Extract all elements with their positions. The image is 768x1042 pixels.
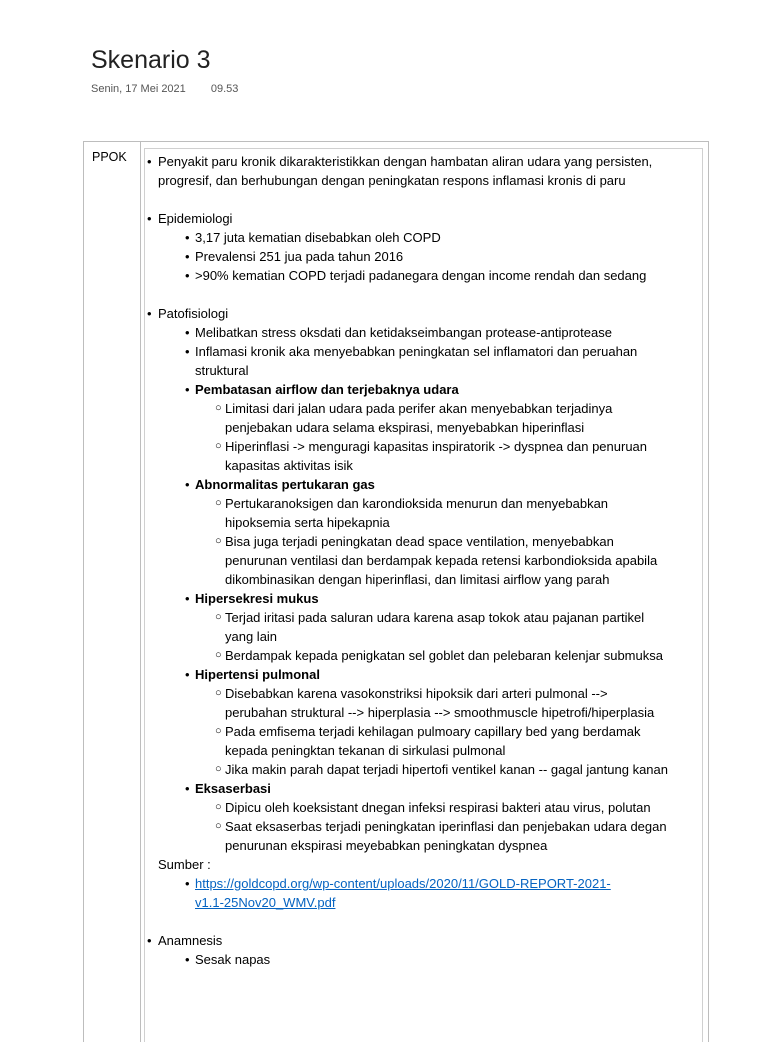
note-text: perubahan struktural --> hiperplasia --> smoothmuscle hipetrofi/hiperplasia [225,705,655,720]
note-line [145,931,702,950]
note-text: Terjad iritasi pada saluran udara karena asap tokok atau pajanan partikel [225,610,645,625]
note-text: hipoksemia serta hipekapnia [225,515,390,530]
note-text: penjebakan udara selama ekspirasi, menyebabkan hiperinflasi [225,420,585,435]
note-line [145,627,702,646]
note-line [145,684,702,703]
hollow-bullet-icon: ○ [215,611,222,623]
hollow-bullet-icon: ○ [215,687,222,699]
note-text: Sesak napas [195,952,271,967]
note-text: Melibatkan stress oksdati dan ketidakseimbangan protease-antiprotease [195,325,612,340]
note-text: Hiperinflasi -> menguragi kapasitas inspiratorik -> dyspnea dan penuruan [225,439,648,454]
subheading-text: Hipertensi pulmonal [195,667,320,682]
note-text: Pertukaranoksigen dan karondioksida menurun dan menyebabkan [225,496,609,511]
notes-table [83,141,709,1042]
note-text: kepada peningktan tekanan di sirkulasi pulmonal [225,743,506,758]
note-text: >90% kematian COPD terjadi padanegara dengan income rendah dan sedang [195,268,647,283]
note-line [145,323,702,342]
hollow-bullet-icon: ○ [215,649,222,661]
page-date: Senin, 17 Mei 2021 [91,83,186,95]
hollow-bullet-icon: ○ [215,801,222,813]
note-text: Saat eksaserbas terjadi peningkatan iperinflasi dan penjebakan udara degan [225,819,667,834]
note-line [145,570,702,589]
note-line [145,247,702,266]
note-line [145,722,702,741]
note-text: Inflamasi kronik aka menyebabkan peningkatan sel inflamatori dan peruahan [195,344,638,359]
note-text: Disebabkan karena vasokonstriksi hipoksik dari arteri pulmonal --> [225,686,608,701]
bullet-icon: • [185,249,190,264]
note-text: Bisa juga terjadi peningkatan dead space ventilation, menyebabkan [225,534,614,549]
bullet-icon: • [185,781,190,796]
note-text: Anamnesis [158,933,223,948]
note-line [145,209,702,228]
note-text: Jika makin parah dapat terjadi hipertofi ventikel kanan -- gagal jantung kanan [225,762,668,777]
bullet-icon: • [185,876,190,891]
note-line [145,608,702,627]
bullet-icon: • [147,933,152,948]
note-line [145,399,702,418]
note-line [145,475,702,494]
bullet-icon: • [185,268,190,283]
note-line [145,703,702,722]
note-line [145,779,702,798]
hollow-bullet-icon: ○ [215,440,222,452]
bullet-icon: • [147,306,152,321]
note-text: dikombinasikan dengan hiperinflasi, dan limitasi airflow yang parah [225,572,610,587]
note-line [145,361,702,380]
bullet-icon: • [185,667,190,682]
note-line [145,855,702,874]
note-text: Penyakit paru kronik dikarakteristikkan dengan hambatan aliran udara yang persisten, [158,154,653,169]
note-text: kapasitas aktivitas isik [225,458,353,473]
note-line [145,665,702,684]
note-line [145,513,702,532]
note-line [145,171,702,190]
hollow-bullet-icon: ○ [215,497,222,509]
note-line [145,304,702,323]
hollow-bullet-icon: ○ [215,402,222,414]
note-line [145,266,702,285]
bullet-icon: • [147,154,152,169]
hollow-bullet-icon: ○ [215,535,222,547]
bullet-icon: • [185,477,190,492]
note-text: Prevalensi 251 jua pada tahun 2016 [195,249,404,264]
note-line [145,532,702,551]
column-divider [140,142,141,1042]
subheading-text: Pembatasan airflow dan terjebaknya udara [195,382,459,397]
note-text: Berdampak kepada penigkatan sel goblet dan pelebaran kelenjar submuksa [225,648,663,663]
note-line [145,646,702,665]
note-text: penurunan ekspirasi meyebabkan peningkatan dyspnea [225,838,548,853]
note-line [145,380,702,399]
note-text: progresif, dan berhubungan dengan peningkatan respons inflamasi kronis di paru [158,173,626,188]
blank-line [145,912,702,931]
note-line [145,760,702,779]
note-text: Patofisiologi [158,306,229,321]
note-text: Limitasi dari jalan udara pada perifer akan menyebabkan terjadinya [225,401,613,416]
note-text: 3,17 juta kematian disebabkan oleh COPD [195,230,441,245]
note-text: Pada emfisema terjadi kehilagan pulmoary capillary bed yang berdamak [225,724,641,739]
note-line [145,798,702,817]
note-text: Sumber : [158,857,211,872]
blank-line [145,285,702,304]
hollow-bullet-icon: ○ [215,820,222,832]
source-link[interactable]: v1.1-25Nov20_WMV.pdf [195,895,336,910]
hollow-bullet-icon: ○ [215,725,222,737]
bullet-icon: • [185,344,190,359]
note-line [145,418,702,437]
bullet-icon: • [185,230,190,245]
notes-content-cell [144,148,703,1042]
note-line [145,817,702,836]
subheading-text: Abnormalitas pertukaran gas [195,477,375,492]
page-time: 09.53 [210,83,239,95]
bullet-icon: • [185,952,190,967]
page-meta [91,83,260,95]
bullet-icon: • [185,382,190,397]
note-line [145,551,702,570]
subheading-text: Hipersekresi mukus [195,591,319,606]
note-line [145,456,702,475]
note-text: yang lain [225,629,278,644]
note-line [145,950,702,969]
bullet-icon: • [185,591,190,606]
note-line [145,152,702,171]
subheading-text: Eksaserbasi [195,781,271,796]
note-line [145,741,702,760]
page-title: Skenario 3 [91,46,211,74]
note-line [145,836,702,855]
note-text: Epidemiologi [158,211,233,226]
bullet-icon: • [147,211,152,226]
note-text: penurunan ventilasi dan berdampak kepada retensi karbondioksida apabila [225,553,658,568]
blank-line [145,190,702,209]
note-text: Dipicu oleh koeksistant dnegan infeksi respirasi bakteri atau virus, polutan [225,800,651,815]
note-line [145,342,702,361]
note-line [145,893,702,912]
note-line [145,874,702,893]
note-text: struktural [195,363,249,378]
note-line [145,494,702,513]
note-line [145,228,702,247]
row-label: PPOK [92,150,127,164]
source-link[interactable]: https://goldcopd.org/wp-content/uploads/2020/11/GOLD-REPORT-2021- [195,876,611,891]
note-line [145,437,702,456]
hollow-bullet-icon: ○ [215,763,222,775]
note-line [145,589,702,608]
bullet-icon: • [185,325,190,340]
